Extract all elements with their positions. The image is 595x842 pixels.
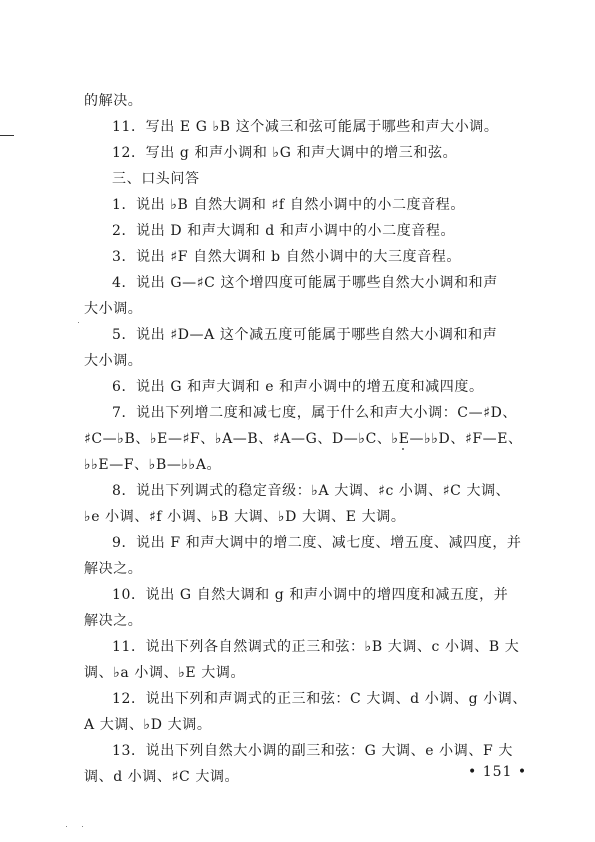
scan-speck [82, 826, 83, 827]
text-line: 7．说出下列增二度和减七度，属于什么和声大小调：C—♯D、 [112, 405, 518, 421]
text-line: A 大调、♭D 大调。 [84, 717, 212, 733]
text-line: 的解决。 [84, 93, 143, 109]
text-line: 12．说出下列和声调式的正三和弦：C 大调、d 小调、g 小调、 [112, 691, 527, 707]
text-line: 大小调。 [84, 353, 143, 369]
text-line: 解决之。 [84, 561, 143, 577]
text-line: 2．说出 D 和声大调和 d 和声小调中的小二度音程。 [112, 223, 456, 239]
text-line: 8．说出下列调式的稳定音级：♭A 大调、♯c 小调、♯C 大调、 [112, 483, 511, 499]
text-line: 9．说出 F 和声大调中的增二度、减七度、增五度、减四度，并 [112, 535, 522, 551]
text-line: 13．说出下列自然大小调的副三和弦：G 大调、e 小调、F 大 [112, 743, 513, 759]
section-heading: 三、口头问答 [112, 171, 200, 187]
scan-speck [78, 322, 79, 323]
text-line: ♯C—♭B、♭E—♯F、♭A—B、♯A—G、D—♭C、♭E—♭♭D、♯F—E、 [84, 431, 523, 447]
page-number: • 151 • [468, 764, 528, 780]
body-text [84, 88, 529, 790]
text-line: 5．说出 ♯D—A 这个减五度可能属于哪些自然大小调和和声 [112, 327, 498, 343]
text-line: 大小调。 [84, 301, 143, 317]
text-line: ♭♭E—F、♭B—♭♭A。 [84, 457, 222, 473]
text-line: 1．说出 ♭B 自然大调和 ♯f 自然小调中的小二度音程。 [112, 197, 465, 213]
text-line: 6．说出 G 和声大调和 e 和声小调中的增五度和减四度。 [112, 379, 484, 395]
text-line: 11．写出 E G ♭B 这个减三和弦可能属于哪些和声大小调。 [112, 119, 499, 135]
text-line: 调、d 小调、♯C 大调。 [84, 769, 240, 785]
text-line: 11．说出下列各自然调式的正三和弦：♭B 大调、c 小调、B 大 [112, 639, 520, 655]
text-line: 12．写出 g 和声小调和 ♭G 和声大调中的增三和弦。 [112, 145, 458, 161]
text-line: ♭e 小调、♯f 小调、♭B 大调、♭D 大调、E 大调。 [84, 509, 406, 525]
text-line: 解决之。 [84, 613, 143, 629]
scan-speck [402, 448, 404, 450]
text-line: 3．说出 ♯F 自然大调和 b 自然小调中的大三度音程。 [112, 249, 461, 265]
text-line: 4．说出 G—♯C 这个增四度可能属于哪些自然大小调和和声 [112, 275, 498, 291]
scan-speck [66, 826, 67, 827]
margin-mark [0, 135, 14, 136]
text-line: 10．说出 G 自然大调和 g 和声小调中的增四度和减五度，并 [112, 587, 509, 603]
text-line: 调、♭a 小调、♭E 大调。 [84, 665, 246, 681]
